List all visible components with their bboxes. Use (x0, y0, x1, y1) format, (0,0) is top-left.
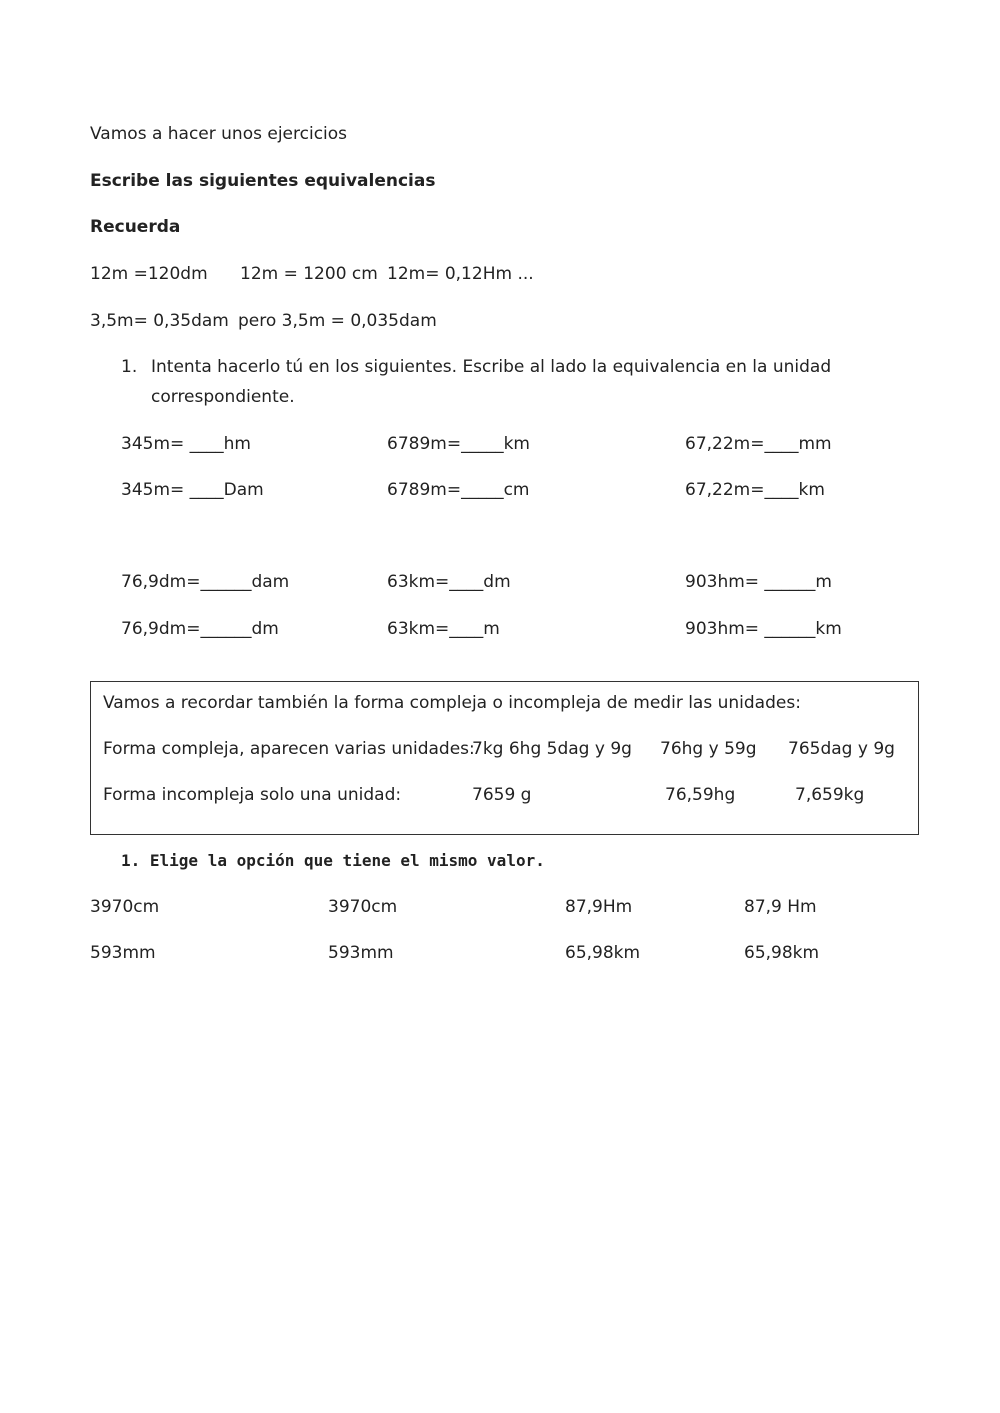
simple-value: 76,59hg (665, 785, 736, 805)
simple-value: 7,659kg (795, 785, 865, 805)
example-text: 3,5m= 0,35dam (90, 311, 229, 331)
option-item: 65,98km (565, 943, 641, 963)
example-text: 12m = 1200 cm (240, 264, 378, 284)
option-item: 87,9 Hm (744, 897, 817, 917)
exercise-item: 67,22m=____km (685, 480, 825, 500)
exercise-item: 76,9dm=______dm (121, 619, 279, 639)
list-number: 1. (121, 357, 138, 377)
exercise-item: 903hm= ______m (685, 572, 832, 592)
complex-value: 765dag y 9g (788, 739, 895, 759)
box-title: Vamos a recordar también la forma compleja o incompleja de medir las unidades: (103, 693, 801, 713)
exercise2-heading: 1. Elige la opción que tiene el mismo valor. (121, 851, 545, 870)
option-item: 593mm (90, 943, 156, 963)
simple-label: Forma incompleja solo una unidad: (103, 785, 402, 805)
complex-label: Forma compleja, aparecen varias unidades: (103, 739, 475, 759)
exercise-item: 63km=____m (387, 619, 500, 639)
example-text: pero 3,5m = 0,035dam (238, 311, 437, 331)
exercise-item: 6789m=_____km (387, 434, 530, 454)
exercise-item: 345m= ____Dam (121, 480, 264, 500)
exercise-item: 6789m=_____cm (387, 480, 530, 500)
option-item: 3970cm (90, 897, 160, 917)
example-text: 12m= 0,12Hm ... (387, 264, 534, 284)
exercise-item: 903hm= ______km (685, 619, 842, 639)
complex-value: 76hg y 59g (660, 739, 757, 759)
intro-line: Vamos a hacer unos ejercicios (90, 124, 348, 144)
exercise-item: 63km=____dm (387, 572, 511, 592)
complex-value: 7kg 6hg 5dag y 9g (472, 739, 632, 759)
exercise-item: 76,9dm=______dam (121, 572, 290, 592)
option-item: 3970cm (328, 897, 398, 917)
option-item: 593mm (328, 943, 394, 963)
section-heading: Escribe las siguientes equivalencias (90, 171, 436, 191)
simple-value: 7659 g (472, 785, 532, 805)
instruction-text: Intenta hacerlo tú en los siguientes. Escribe al lado la equivalencia en la unidad (151, 357, 832, 377)
exercise-item: 67,22m=____mm (685, 434, 832, 454)
option-item: 65,98km (744, 943, 820, 963)
remember-heading: Recuerda (90, 217, 181, 237)
option-item: 87,9Hm (565, 897, 633, 917)
exercise-item: 345m= ____hm (121, 434, 251, 454)
instruction-text: correspondiente. (151, 387, 295, 407)
example-text: 12m =120dm (90, 264, 208, 284)
